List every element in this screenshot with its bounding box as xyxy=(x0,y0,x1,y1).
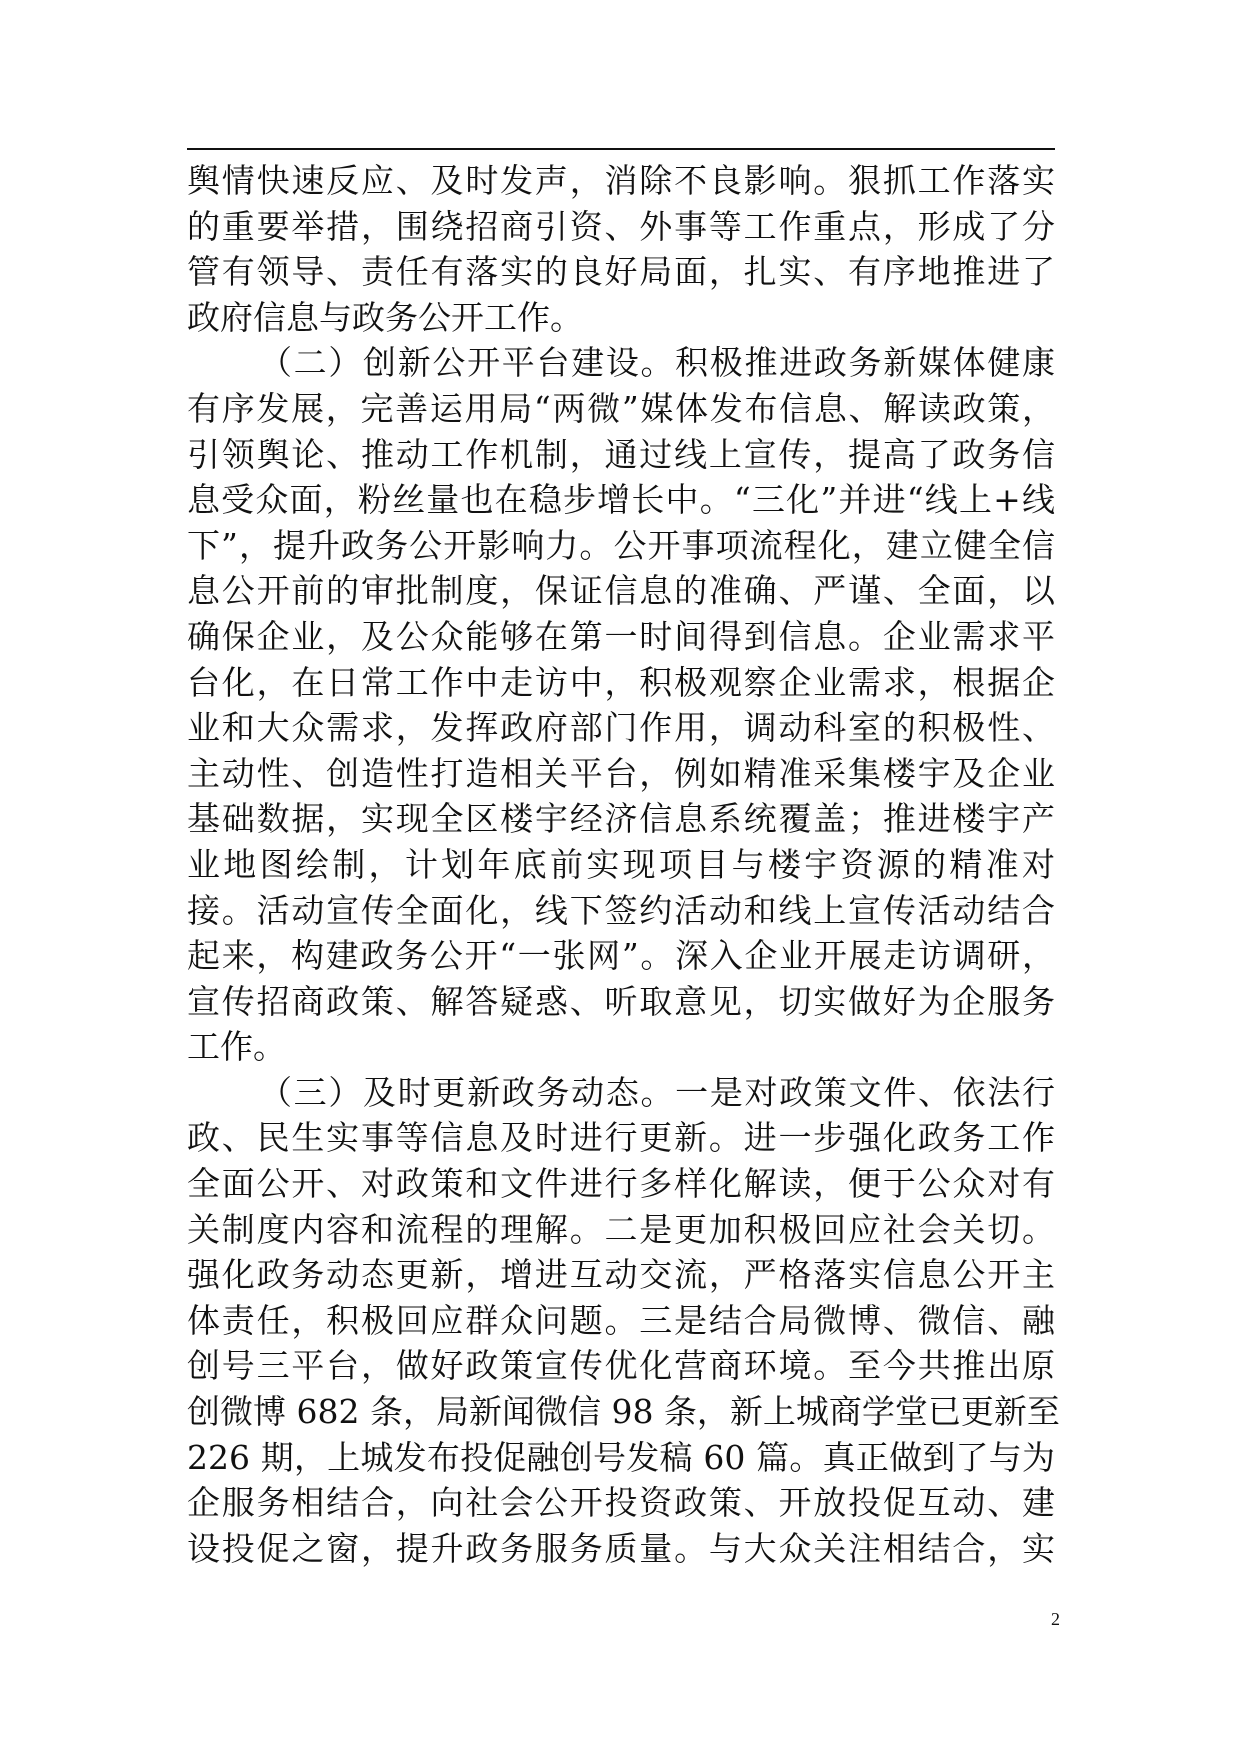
text-line: 宣传招商政策、解答疑惑、听取意见，切实做好为企服务 xyxy=(187,981,1055,1021)
section-heading-line: （三）及时更新政务动态。一是对政策文件、依法行 xyxy=(259,1072,1055,1112)
text-line: 政府信息与政务公开工作。 xyxy=(187,297,583,337)
text-line: 接。活动宣传全面化，线下签约活动和线上宣传活动结合 xyxy=(187,890,1055,930)
text-line: 引领舆论、推动工作机制，通过线上宣传，提高了政务信 xyxy=(187,434,1055,474)
text-line: 确保企业，及公众能够在第一时间得到信息。企业需求平 xyxy=(187,616,1055,656)
text-line: 有序发展，完善运用局“两微”媒体发布信息、解读政策， xyxy=(187,388,1055,428)
text-line: 息受众面，粉丝量也在稳步增长中。“三化”并进“线上+线 xyxy=(187,480,1055,520)
text-line: 基础数据，实现全区楼宇经济信息系统覆盖；推进楼宇产 xyxy=(187,799,1055,839)
text-line: 台化，在日常工作中走访中，积极观察企业需求，根据企 xyxy=(187,662,1055,702)
text-line: 政、民生实事等信息及时进行更新。进一步强化政务工作 xyxy=(187,1118,1055,1158)
text-line: 体责任，积极回应群众问题。三是结合局微博、微信、融 xyxy=(187,1300,1055,1340)
text-line: 关制度内容和流程的理解。二是更加积极回应社会关切。 xyxy=(187,1209,1055,1249)
text-line: 息公开前的审批制度，保证信息的准确、严谨、全面，以 xyxy=(187,571,1055,611)
text-line: 舆情快速反应、及时发声，消除不良影响。狠抓工作落实 xyxy=(187,161,1055,200)
body-text xyxy=(187,158,1060,1571)
section-heading-line: （二）创新公开平台建设。积极推进政务新媒体健康 xyxy=(259,343,1055,383)
text-line: 下”，提升政务公开影响力。公开事项流程化，建立健全信 xyxy=(187,525,1055,565)
text-line: 工作。 xyxy=(187,1027,286,1067)
text-line: 创号三平台，做好政策宣传优化营商环境。至今共推出原 xyxy=(187,1346,1055,1386)
page-number: 2 xyxy=(1051,1609,1060,1629)
text-line: 全面公开、对政策和文件进行多样化解读，便于公众对有 xyxy=(187,1164,1055,1204)
text-line: 管有领导、责任有落实的良好局面，扎实、有序地推进了 xyxy=(187,252,1055,292)
text-line: 业和大众需求，发挥政府部门作用，调动科室的积极性、 xyxy=(187,708,1055,748)
text-line: 的重要举措，围绕招商引资、外事等工作重点，形成了分 xyxy=(187,206,1055,246)
text-line: 主动性、创造性打造相关平台，例如精准采集楼宇及企业 xyxy=(187,753,1055,793)
text-line: 设投促之窗，提升政务服务质量。与大众关注相结合，实 xyxy=(187,1528,1055,1568)
text-line: 企服务相结合，向社会公开投资政策、开放投促互动、建 xyxy=(187,1483,1055,1523)
text-line: 226 期，上城发布投促融创号发稿 60 篇。真正做到了与为 xyxy=(187,1437,1055,1477)
text-line: 创微博 682 条，局新闻微信 98 条，新上城商学堂已更新至 xyxy=(187,1392,1060,1432)
text-line: 业地图绘制，计划年底前实现项目与楼宇资源的精准对 xyxy=(187,844,1055,884)
text-line: 起来，构建政务公开“一张网”。深入企业开展走访调研， xyxy=(187,936,1055,976)
text-line: 强化政务动态更新，增进互动交流，严格落实信息公开主 xyxy=(187,1255,1055,1295)
header-rule xyxy=(187,148,1055,150)
